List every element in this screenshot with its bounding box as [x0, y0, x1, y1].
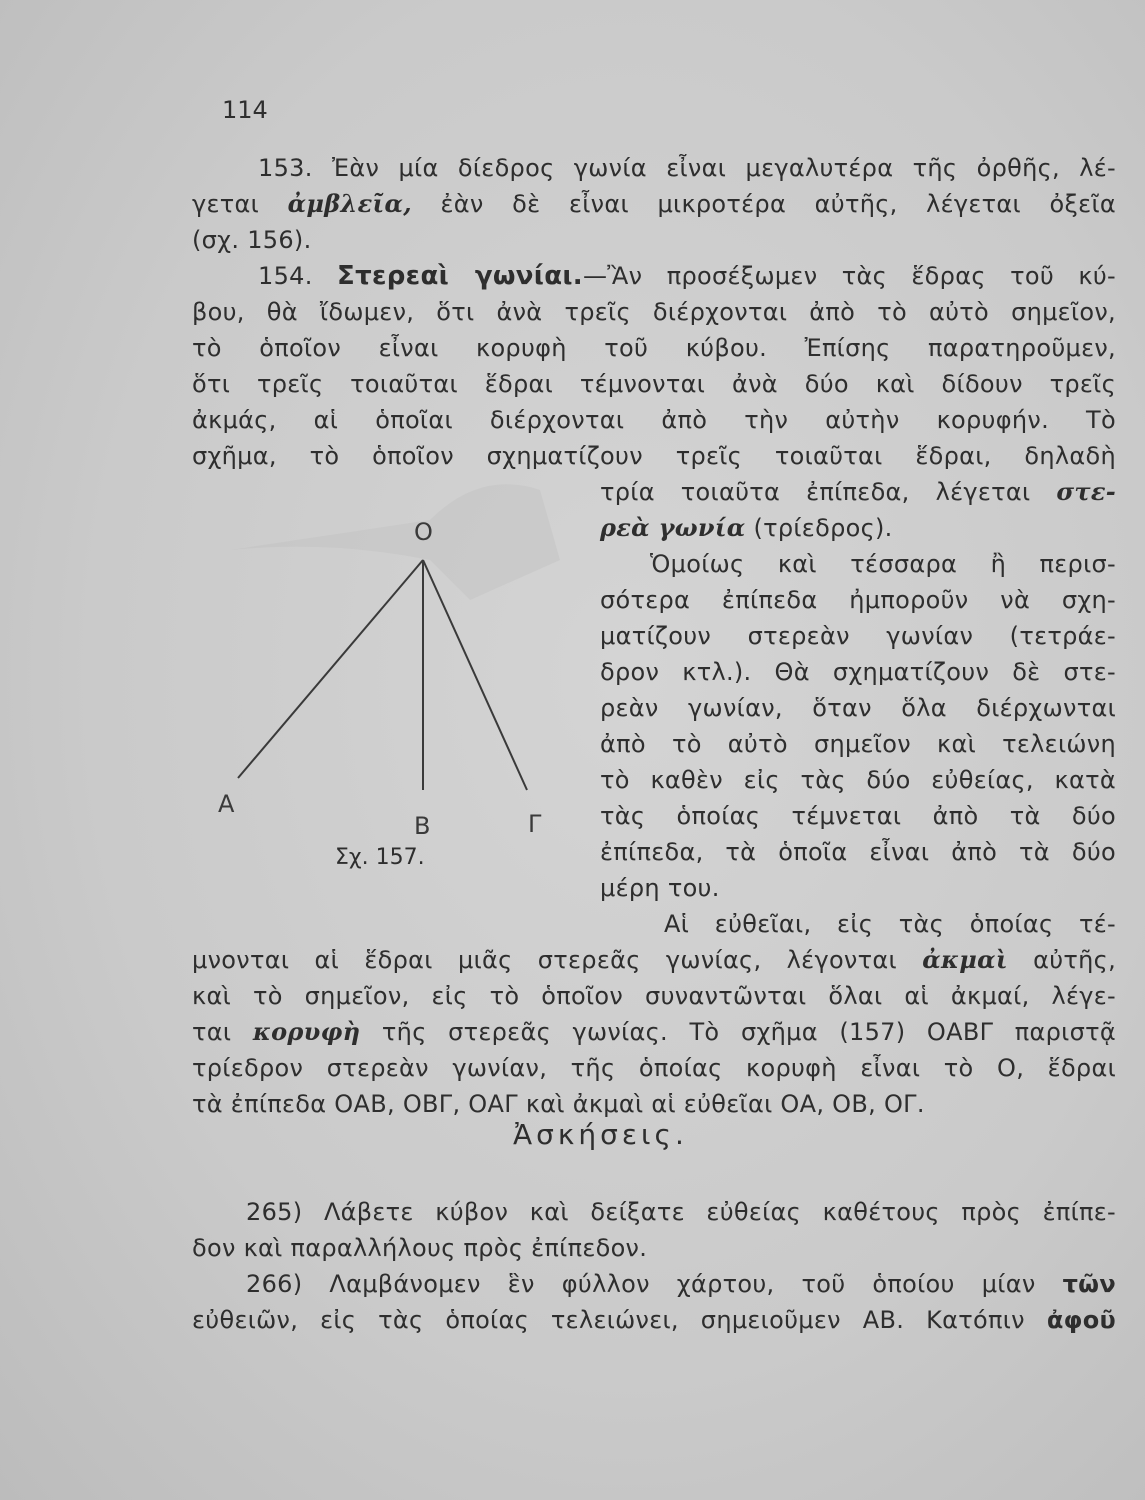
ex265-line-2: δον καὶ παραλλήλους πρὸς ἐπίπεδον. — [192, 1234, 648, 1262]
term-koryfi: κορυφὴ — [252, 1017, 361, 1046]
bold-word: τῶν — [1062, 1270, 1116, 1298]
p154-line-15: τὸ καθὲν εἰς τὰς δύο εὐθείας, κατὰ — [600, 766, 1116, 794]
text-span: (τρίεδρος). — [745, 514, 893, 542]
edge-OA — [238, 560, 423, 778]
label-A: A — [218, 790, 235, 818]
text-span: αὐτῆς, — [1007, 946, 1116, 974]
bold-word: ἀφοῦ — [1046, 1306, 1116, 1334]
p154-line-23: τρίεδρον στερεὰν γωνίαν, τῆς ὁποίας κορυφὴ εἶναι τὸ Ο, ἕδραι — [192, 1054, 1116, 1082]
p154-line-5: ἀκμάς, αἱ ὁποῖαι διέρχονται ἀπὸ τὴν αὐτὴν κορυφήν. Τὸ — [192, 406, 1116, 434]
edge-OG — [423, 560, 527, 790]
term-sterea: στε- — [1056, 477, 1116, 506]
p154-line-12: δρον κτλ.). Θὰ σχηματίζουν δὲ στε- — [600, 658, 1116, 686]
p154-line-17: ἐπίπεδα, τὰ ὁποῖα εἶναι ἀπὸ τὰ δύο — [600, 838, 1116, 866]
p154-line-2: βου, θὰ ἴδωμεν, ὅτι ἀνὰ τρεῖς διέρχονται ἀπὸ τὸ αὐτὸ σημεῖον, — [192, 298, 1116, 326]
label-B: B — [414, 812, 431, 840]
ex266-line-2 — [192, 1304, 1116, 1336]
p154-line-13: ρεὰν γωνίαν, ὅταν ὅλα διέρχωνται — [600, 694, 1116, 722]
p154-line-3: τὸ ὁποῖον εἶναι κορυφὴ τοῦ κύβου. Ἐπίσης παρατηροῦμεν, — [192, 334, 1116, 362]
ex266-line-1 — [246, 1268, 1116, 1300]
p154-line-18: μέρη του. — [600, 874, 720, 902]
p153-line-1: 153. Ἐὰν μία δίεδρος γωνία εἶναι μεγαλυτέρα τῆς ὀρθῆς, λέ- — [258, 154, 1116, 182]
p154-line-14: ἀπὸ τὸ αὐτὸ σημεῖον καὶ τελειώνη — [600, 730, 1116, 758]
p154-line-22 — [192, 1016, 1116, 1048]
text-span: ἐὰν δὲ εἶναι μικροτέρα αὐτῆς, λέγεται ὀξεῖα — [411, 190, 1116, 218]
p154-line-10: σότερα ἐπίπεδα ἠμποροῦν νὰ σχη- — [600, 586, 1116, 614]
label-O: O — [414, 518, 433, 546]
p154-line-6: σχῆμα, τὸ ὁποῖον σχηματίζουν τρεῖς τοιαῦται ἕδραι, δηλαδὴ — [192, 442, 1116, 470]
figure-shadow — [230, 484, 560, 600]
term-amvleia: ἀμβλεῖα, — [287, 189, 412, 218]
term-sterea-gonia: ρεὰ γωνία — [600, 513, 746, 542]
p153-line-2 — [192, 188, 1116, 220]
exercises-heading: Ἀσκήσεις. — [513, 1118, 688, 1151]
p154-line-11: ματίζουν στερεὰν γωνίαν (τετράε- — [600, 622, 1116, 650]
p154-line-9: Ὁμοίως καὶ τέσσαρα ἢ περισ- — [650, 550, 1116, 578]
text-span: τῆς στερεᾶς γωνίας. Τὸ σχῆμα (157) ΟΑΒΓ παριστᾷ — [360, 1018, 1116, 1046]
term-akmai: ἀκμαὶ — [922, 945, 1008, 974]
text-span: εὐθειῶν, εἰς τὰς ὁποίας τελειώνει, σημειοῦμεν ΑΒ. Κατόπιν — [192, 1306, 1047, 1334]
p153-line-3: (σχ. 156). — [192, 226, 312, 254]
ex265-line-1: 265) Λάβετε κύβον καὶ δείξατε εὐθείας καθέτους πρὸς ἐπίπε- — [246, 1198, 1116, 1226]
p154-line-8 — [600, 512, 893, 544]
text-span: μνονται αἱ ἕδραι μιᾶς στερεᾶς γωνίας, λέγονται — [192, 946, 923, 974]
label-G: Γ — [528, 810, 542, 838]
p154-line-20 — [192, 944, 1116, 976]
p154-line-1 — [258, 260, 1116, 292]
p154-line-24: τὰ ἐπίπεδα ΟΑΒ, ΟΒΓ, ΟΑΓ καὶ ἀκμαὶ αἱ εὐθεῖαι ΟΑ, ΟΒ, ΟΓ. — [192, 1090, 925, 1118]
text-span: 266) Λαμβάνομεν ἓν φύλλον χάρτου, τοῦ ὁποίου μίαν — [246, 1270, 1063, 1298]
p154-line-4: ὅτι τρεῖς τοιαῦται ἕδραι τέμνονται ἀνὰ δύο καὶ δίδουν τρεῖς — [192, 370, 1116, 398]
p154-line-7 — [600, 476, 1116, 508]
paragraph-number: 154. — [258, 262, 313, 290]
text-span: —Ἂν προσέξωμεν τὰς ἕδρας τοῦ κύ- — [582, 262, 1116, 290]
p154-line-16: τὰς ὁποίας τέμνεται ἀπὸ τὰ δύο — [600, 802, 1116, 830]
text-span: ται — [192, 1018, 253, 1046]
figure-caption: Σχ. 157. — [335, 845, 425, 870]
text-span: γεται — [192, 190, 288, 218]
p154-line-21: καὶ τὸ σημεῖον, εἰς τὸ ὁποῖον συναντῶνται ὅλαι αἱ ἀκμαί, λέγε- — [192, 982, 1116, 1010]
section-title: Στερεαὶ γωνίαι. — [337, 261, 583, 291]
text-span: τρία τοιαῦτα ἐπίπεδα, λέγεται — [600, 478, 1057, 506]
p154-line-19: Αἱ εὐθεῖαι, εἰς τὰς ὁποίας τέ- — [664, 910, 1116, 938]
page-number: 114 — [222, 96, 268, 124]
